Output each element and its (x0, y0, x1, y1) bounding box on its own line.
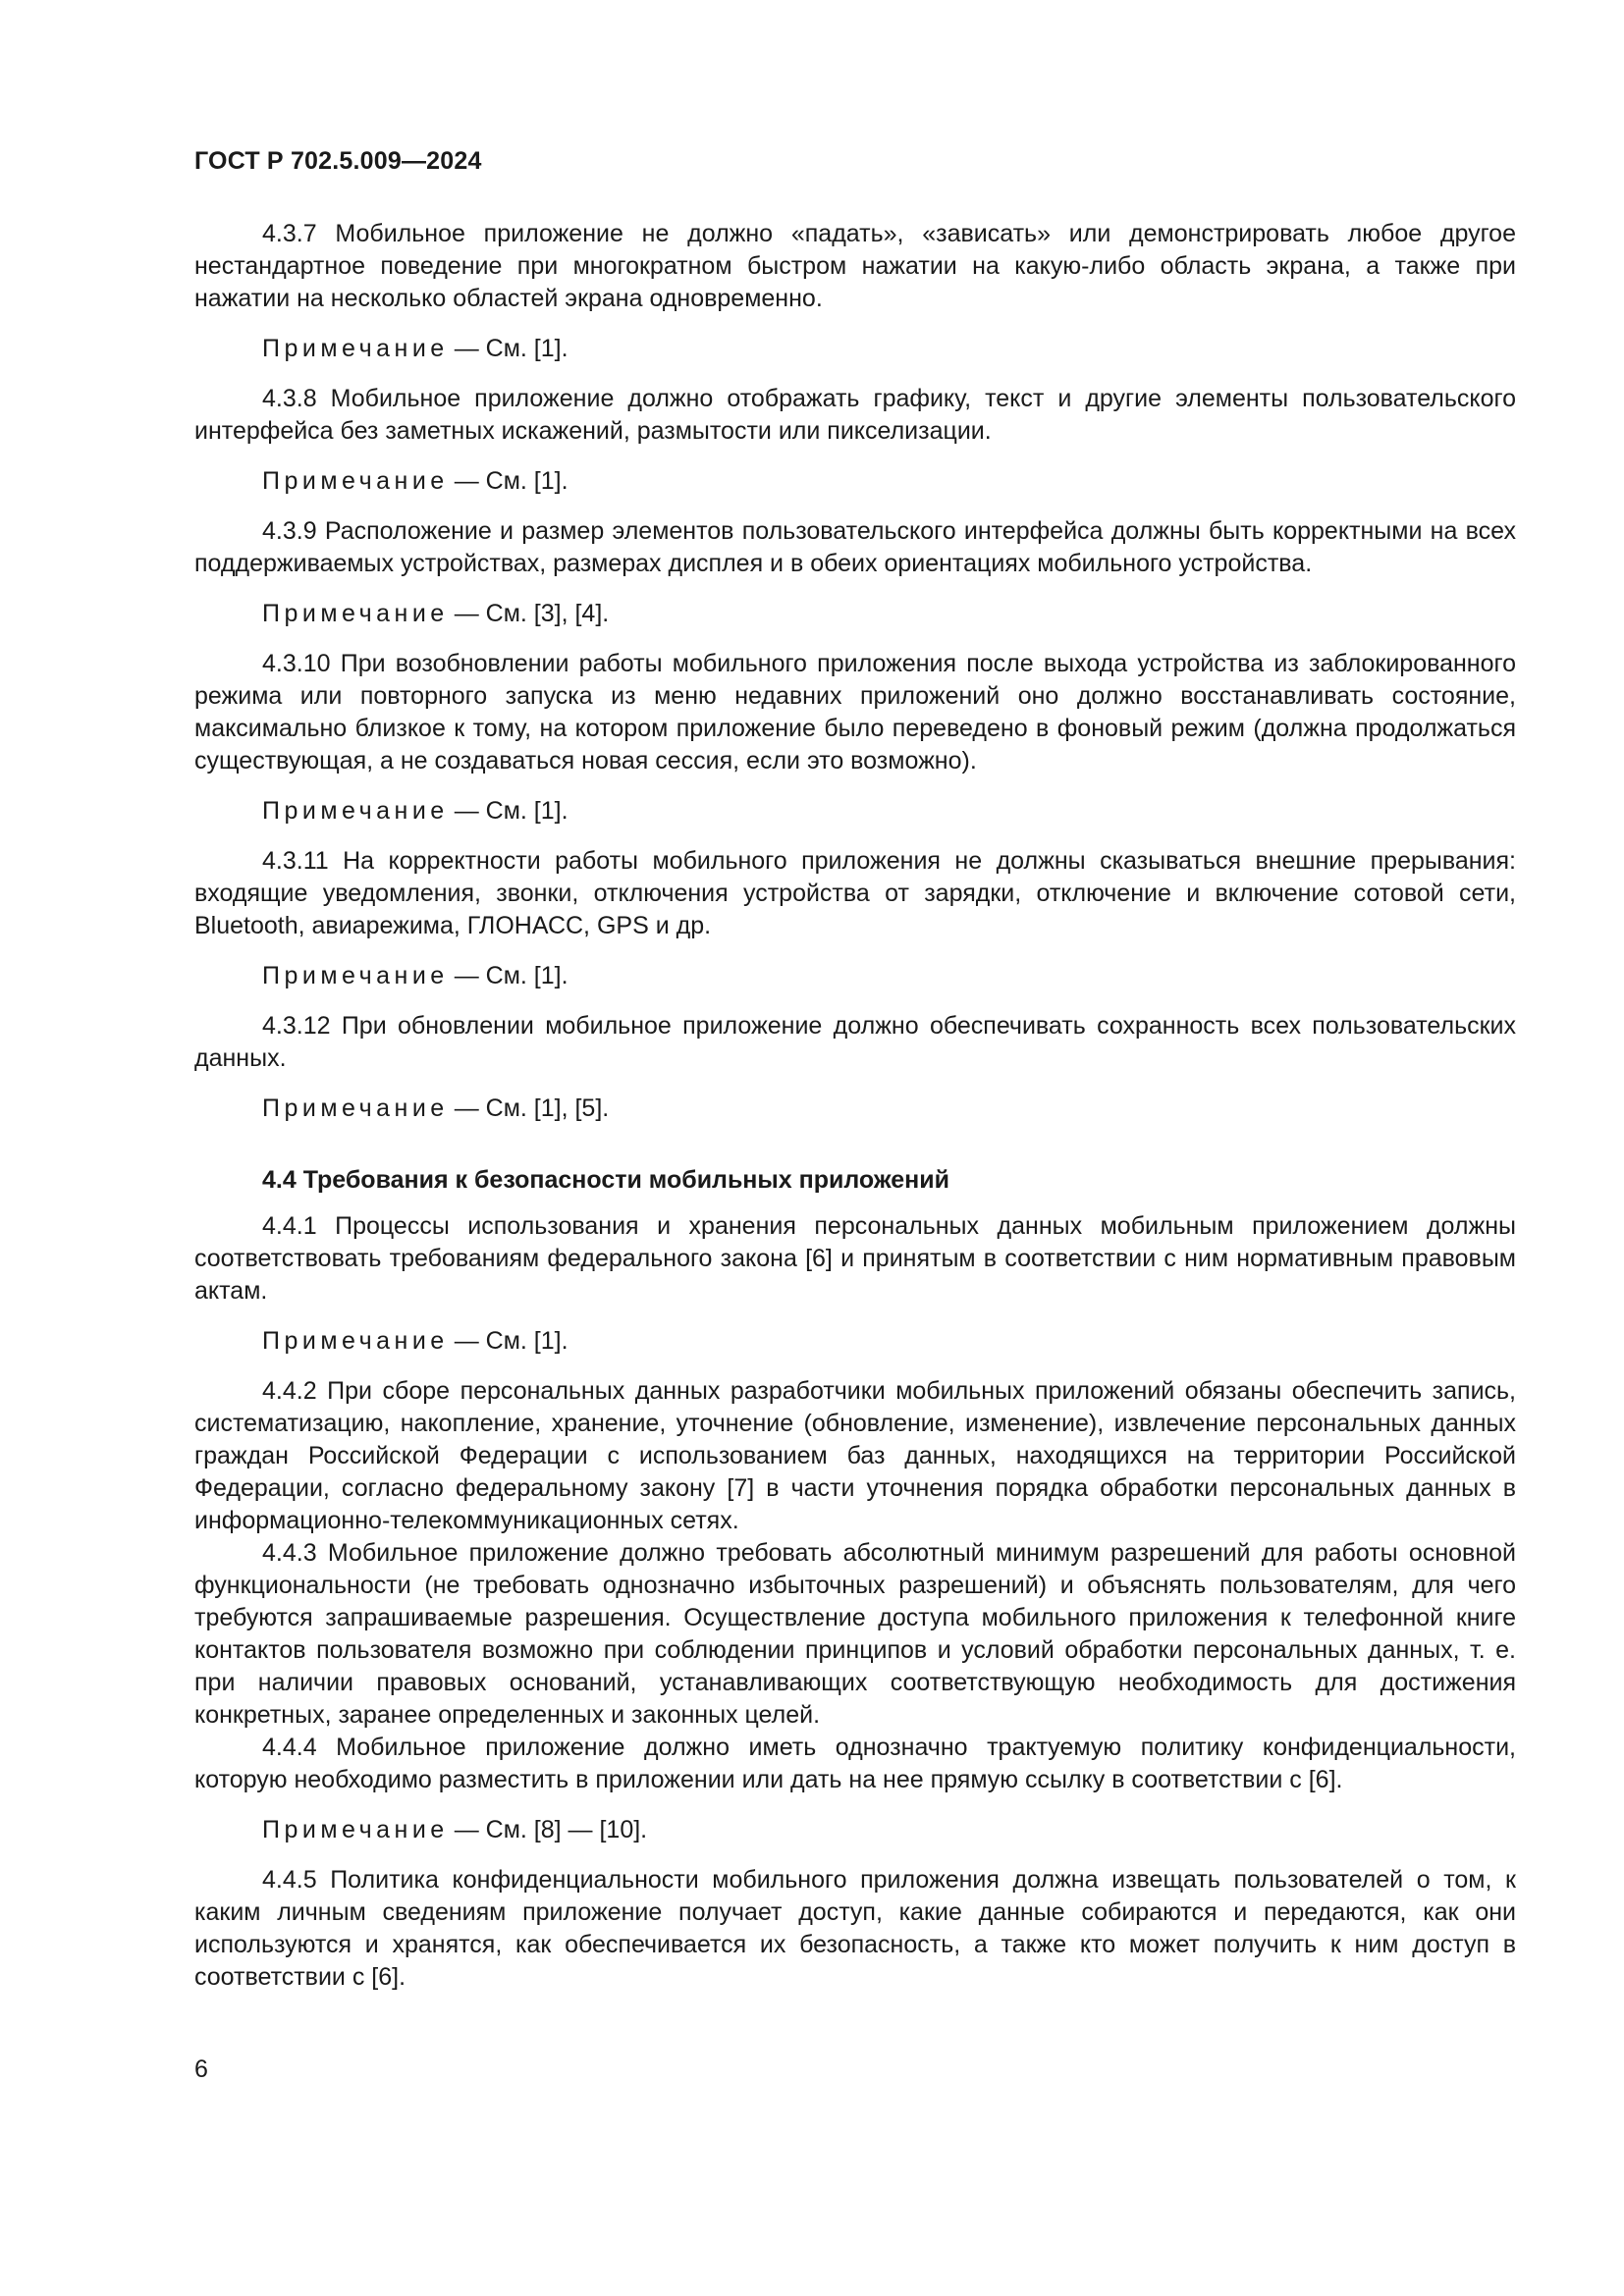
section-4-4-content (194, 1210, 1516, 1994)
note-label: Примечание (262, 335, 449, 362)
note-label: Примечание (262, 797, 449, 825)
note (194, 1814, 1516, 1846)
paragraph: 4.3.8 Мобильное приложение должно отображать графику, текст и другие элементы пользовательского интерфейса без заметных искажений, размытости или пикселизации. (194, 385, 1516, 445)
note (194, 1093, 1516, 1125)
paragraph: 4.4.2 При сборе персональных данных разработчики мобильных приложений обязаны обеспечить запись, систематизацию, накопление, хранение, уточнение (обновление, изменение), извлечение персональных данных граждан Российской Федерации с использованием баз данных, находящихся на территории Российской Федерации, согласно федеральному закону [7] в части уточнения порядка обработки персональных данных в информационно-телекоммуникационных сетях. (194, 1377, 1516, 1534)
note-text: — См. [1], [5]. (454, 1095, 610, 1122)
note-text: — См. [1]. (454, 467, 568, 495)
note-label: Примечание (262, 1816, 449, 1843)
paragraph: 4.3.12 При обновлении мобильное приложение должно обеспечивать сохранность всех пользовательских данных. (194, 1012, 1516, 1072)
paragraph: 4.3.11 На корректности работы мобильного приложения не должны сказываться внешние прерывания: входящие уведомления, звонки, отключения устройства от зарядки, отключение и включение сотовой сети, Bluetooth, авиарежима, ГЛОНАСС, GPS и др. (194, 847, 1516, 939)
note (194, 333, 1516, 365)
note-label: Примечание (262, 467, 449, 495)
note (194, 465, 1516, 498)
document-header: ГОСТ Р 702.5.009—2024 (194, 147, 482, 175)
note-text: — См. [1]. (454, 335, 568, 362)
note-text: — См. [3], [4]. (454, 600, 610, 627)
paragraph: 4.3.10 При возобновлении работы мобильного приложения после выхода устройства из заблокированного режима или повторного запуска из меню недавних приложений оно должно восстанавливать состояние, максимально близкое к тому, на котором приложение было переведено в фоновый режим (должна продолжаться существующая, а не создаваться новая сессия, если это возможно). (194, 650, 1516, 774)
note (194, 795, 1516, 828)
note (194, 598, 1516, 630)
document-body (194, 218, 1516, 2011)
note-text: — См. [8] — [10]. (454, 1816, 648, 1843)
page-number: 6 (194, 2056, 208, 2083)
note (194, 1325, 1516, 1358)
note-label: Примечание (262, 1327, 449, 1355)
section-heading: 4.4 Требования к безопасности мобильных приложений (262, 1166, 949, 1194)
section-4-3-content (194, 218, 1516, 1125)
note-label: Примечание (262, 962, 449, 989)
paragraph: 4.3.7 Мобильное приложение не должно «падать», «зависать» или демонстрировать любое другое нестандартное поведение при многократном быстром нажатии на какую-либо область экрана, а также при нажатии на несколько областей экрана одновременно. (194, 220, 1516, 312)
note-label: Примечание (262, 1095, 449, 1122)
note-text: — См. [1]. (454, 1327, 568, 1355)
note (194, 960, 1516, 992)
paragraph: 4.4.3 Мобильное приложение должно требовать абсолютный минимум разрешений для работы основной функциональности (не требовать однозначно избыточных разрешений) и объяснять пользователям, для чего требуются запрашиваемые разрешения. Осуществление доступа мобильного приложения к телефонной книге контактов пользователя возможно при соблюдении принципов и условий обработки персональных данных, т. е. при наличии правовых оснований, устанавливающих соответствующую необходимость для достижения конкретных, заранее определенных и законных целей. (194, 1539, 1516, 1729)
paragraph: 4.3.9 Расположение и размер элементов пользовательского интерфейса должны быть корректными на всех поддерживаемых устройствах, размерах дисплея и в обеих ориентациях мобильного устройства. (194, 517, 1516, 577)
paragraph: 4.4.5 Политика конфиденциальности мобильного приложения должна извещать пользователей о том, к каким личным сведениям приложение получает доступ, какие данные собираются и передаются, как они используются и хранятся, как обеспечивается их безопасность, а также кто может получить к ним доступ в соответствии с [6]. (194, 1866, 1516, 1991)
note-label: Примечание (262, 600, 449, 627)
note-text: — См. [1]. (454, 797, 568, 825)
paragraph: 4.4.1 Процессы использования и хранения персональных данных мобильным приложением должны соответствовать требованиям федерального закона [6] и принятым в соответствии с ним нормативным правовым актам. (194, 1212, 1516, 1305)
note-text: — См. [1]. (454, 962, 568, 989)
paragraph: 4.4.4 Мобильное приложение должно иметь однозначно трактуемую политику конфиденциальности, которую необходимо разместить в приложении или дать на нее прямую ссылку в соответствии с [6]. (194, 1734, 1516, 1793)
